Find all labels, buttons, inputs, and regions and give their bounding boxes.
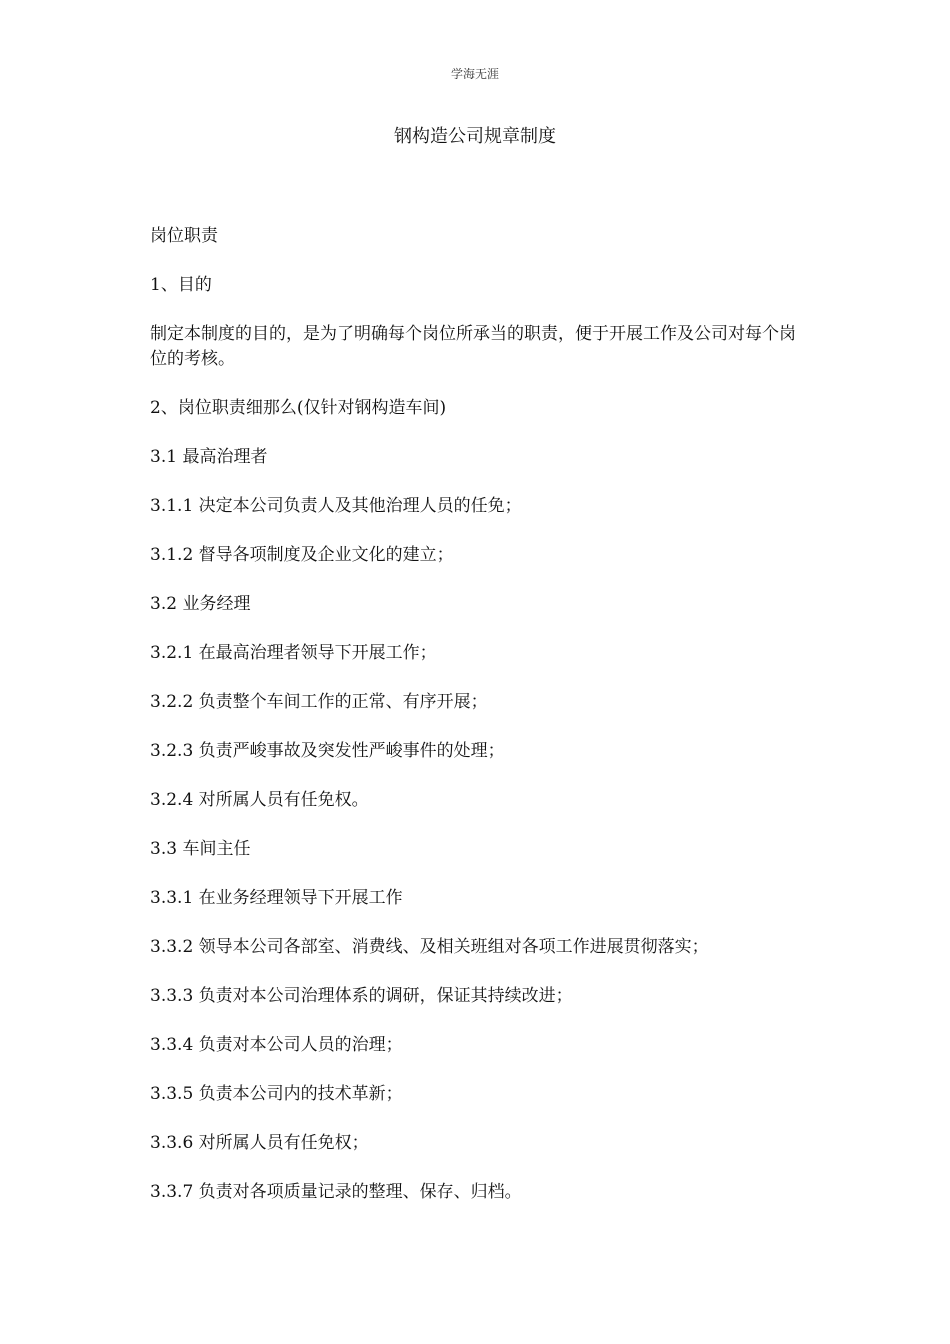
paragraph: 3.3.1 在业务经理领导下开展工作 (150, 888, 403, 908)
paragraph: 3.3.6 对所属人员有任免权； (150, 1133, 369, 1153)
paragraph: 3.3.4 负责对本公司人员的治理； (150, 1035, 403, 1055)
paragraph: 3.3.5 负责本公司内的技术革新； (150, 1084, 403, 1104)
paragraph: 3.1.1 决定本公司负责人及其他治理人员的任免； (150, 496, 522, 516)
paragraph: 1、目的 (150, 275, 212, 295)
paragraph: 3.1 最高治理者 (150, 447, 268, 467)
paragraph: 3.2.3 负责严峻事故及突发性严峻事件的处理； (150, 741, 505, 761)
paragraph: 2、岗位职责细那么(仅针对钢构造车间) (150, 398, 447, 418)
paragraph: 3.3.7 负责对各项质量记录的整理、保存、归档。 (150, 1182, 522, 1202)
document-title: 钢构造公司规章制度 (394, 126, 556, 147)
section-heading: 岗位职责 (150, 226, 218, 246)
page-header: 学海无涯 (450, 67, 499, 81)
document-body (150, 224, 810, 1205)
paragraph: 3.2.2 负责整个车间工作的正常、有序开展； (150, 692, 488, 712)
paragraph: 制定本制度的目的，是为了明确每个岗位所承当的职责，便于开展工作及公司对每个岗位的考核。 (150, 324, 796, 369)
paragraph: 3.3.2 领导本公司各部室、消费线、及相关班组对各项工作进展贯彻落实； (150, 937, 709, 957)
paragraph: 3.1.2 督导各项制度及企业文化的建立； (150, 545, 454, 565)
paragraph: 3.3 车间主任 (150, 839, 251, 859)
paragraph: 3.2.1 在最高治理者领导下开展工作； (150, 643, 437, 663)
paragraph: 3.3.3 负责对本公司治理体系的调研，保证其持续改进； (150, 986, 573, 1006)
paragraph: 3.2.4 对所属人员有任免权。 (150, 790, 369, 810)
paragraph: 3.2 业务经理 (150, 594, 251, 614)
